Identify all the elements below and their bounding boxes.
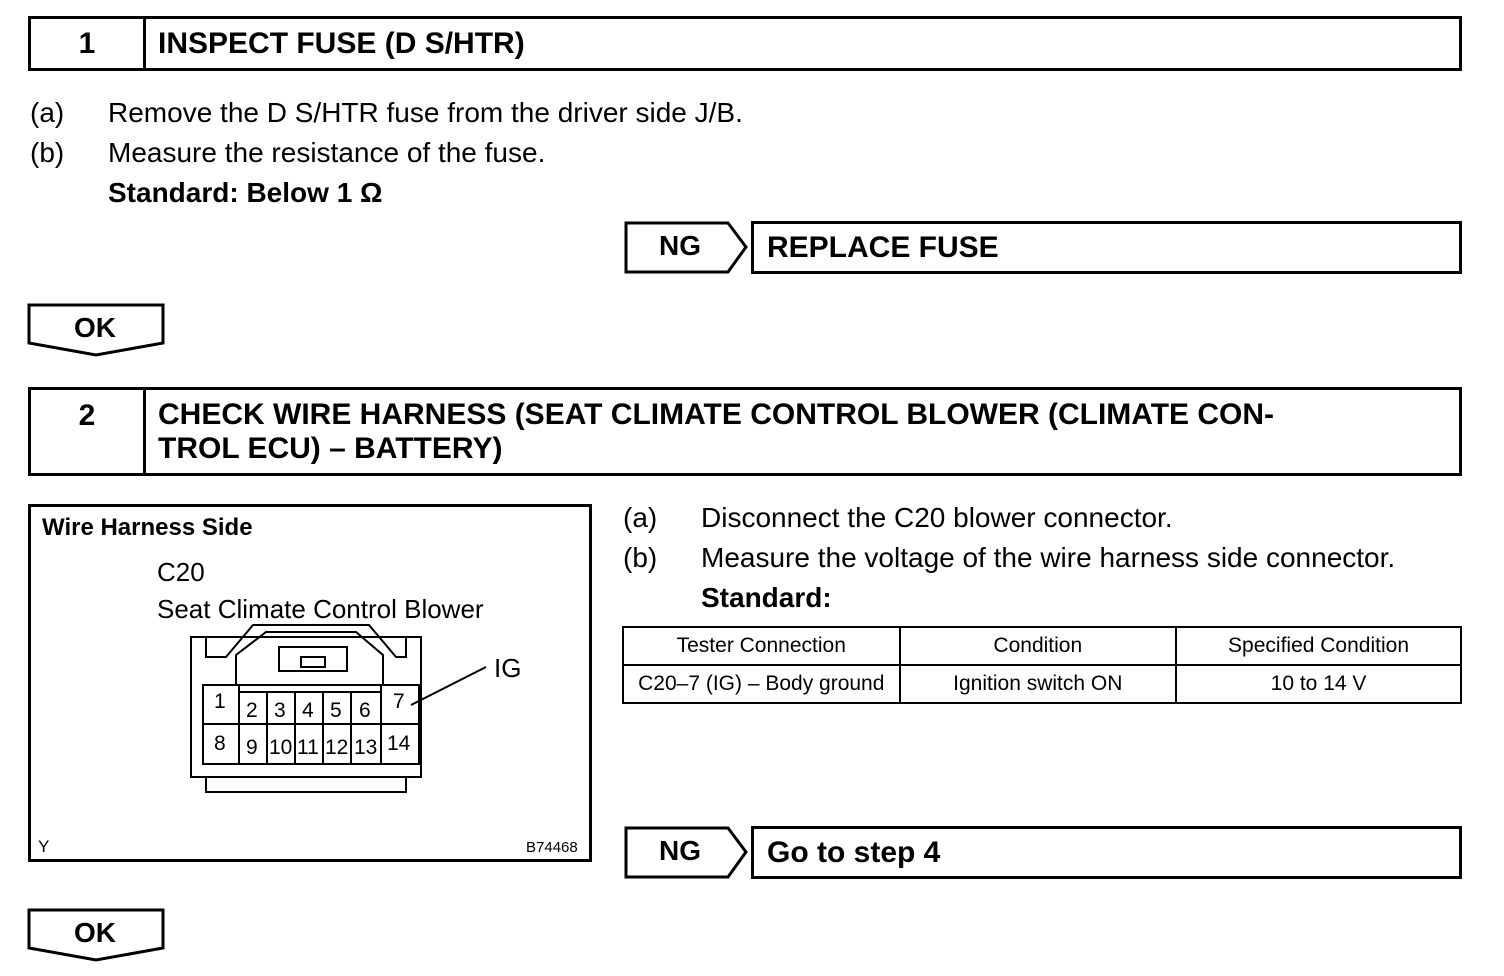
- pin-number: 3: [274, 699, 286, 722]
- pin-number: 7: [393, 690, 405, 713]
- step-2-ng-label: NG: [659, 835, 701, 866]
- connector-id: C20: [157, 557, 205, 587]
- pin-number: 11: [297, 736, 319, 759]
- connector-diagram: [28, 504, 592, 862]
- step-1-number: 1: [31, 19, 146, 68]
- table-header-cell: Specified Condition: [1176, 627, 1461, 665]
- step-1-ng-result: REPLACE FUSE: [751, 221, 1462, 274]
- table-header-cell: Tester Connection: [623, 627, 900, 665]
- step-2-item-a-label: (a): [623, 502, 658, 533]
- pin-number: 6: [359, 699, 371, 722]
- step-1-item-b-label: (b): [30, 137, 65, 168]
- step-1-item-a-text: Remove the D S/HTR fuse from the driver side J/B.: [108, 97, 743, 128]
- table-cell: 10 to 14 V: [1176, 665, 1461, 703]
- step-1-ng-label: NG: [659, 230, 701, 261]
- step-2-title: [146, 390, 1459, 473]
- pin-number: 12: [325, 736, 349, 759]
- step-2-ng-result: Go to step 4: [751, 826, 1462, 879]
- step-1-title: INSPECT FUSE (D S/HTR): [158, 26, 525, 60]
- figure-code: B74468: [526, 839, 578, 856]
- table-header-row: [623, 627, 1461, 665]
- step-2-number: 2: [31, 390, 146, 473]
- table-cell: C20–7 (IG) – Body ground: [623, 665, 900, 703]
- table-row: [623, 665, 1461, 703]
- step-1-item-a-label: (a): [30, 97, 65, 128]
- step-2-item-b-text: Measure the voltage of the wire harness side connector.: [701, 542, 1396, 573]
- pin-number: 8: [214, 732, 226, 755]
- pin-callout-label: IG: [494, 653, 522, 683]
- step-1-standard: Standard: Below 1 Ω: [108, 177, 383, 208]
- connector-name: Seat Climate Control Blower: [157, 594, 484, 624]
- step-2-item-b-label: (b): [623, 542, 658, 573]
- step-2-title-line-2: TROL ECU) – BATTERY): [158, 431, 503, 465]
- pin-number: 14: [387, 732, 411, 755]
- diagram-heading: Wire Harness Side: [42, 514, 253, 541]
- pin-number: 1: [214, 690, 226, 713]
- step-2-ok-label: OK: [74, 917, 116, 948]
- step-2-header: [28, 387, 1462, 476]
- table-cell: Ignition switch ON: [900, 665, 1177, 703]
- step-1-header: [28, 16, 1462, 71]
- pin-number: 2: [246, 699, 258, 722]
- connector-drawing: [31, 507, 589, 859]
- step-2-item-a-text: Disconnect the C20 blower connector.: [701, 502, 1173, 533]
- table-header-cell: Condition: [900, 627, 1177, 665]
- pin-number: 9: [246, 736, 258, 759]
- pin-number: 10: [269, 736, 293, 759]
- spec-table: [622, 626, 1462, 704]
- diagram-corner-label: Y: [38, 837, 50, 856]
- step-2-title-line-1: CHECK WIRE HARNESS (SEAT CLIMATE CONTROL BLOWER (CLIMATE CON-: [158, 397, 1275, 431]
- pin-number: 4: [302, 699, 314, 722]
- step-2-standard: Standard:: [701, 582, 832, 613]
- step-1-ok-label: OK: [74, 312, 116, 343]
- step-1-item-b-text: Measure the resistance of the fuse.: [108, 137, 546, 168]
- pin-number: 5: [330, 699, 342, 722]
- pin-number: 13: [354, 736, 378, 759]
